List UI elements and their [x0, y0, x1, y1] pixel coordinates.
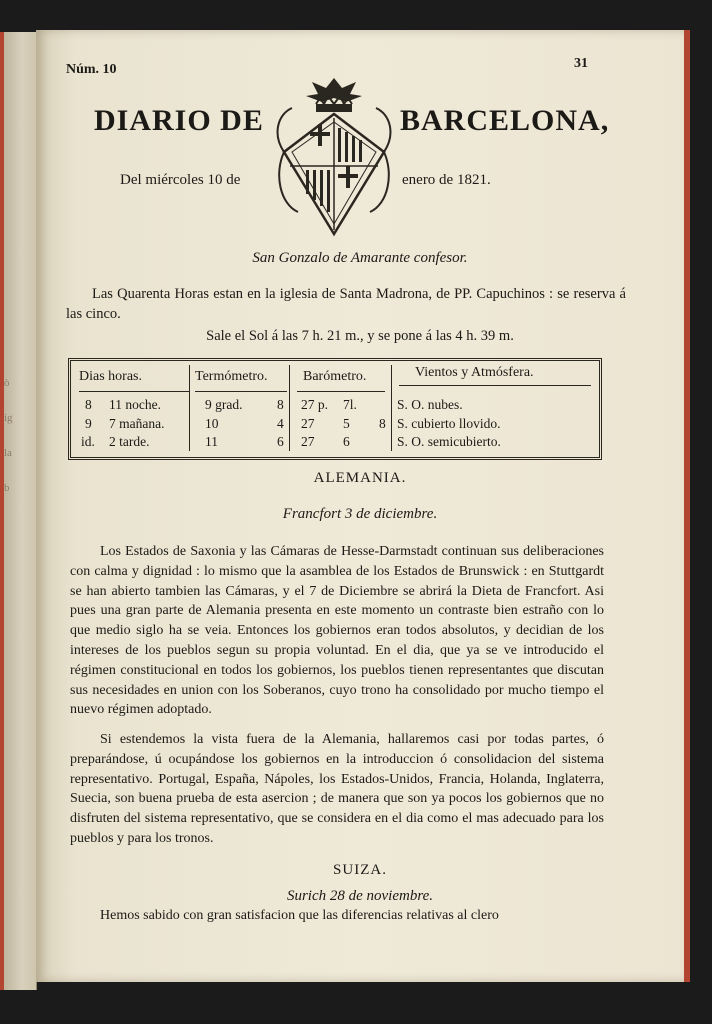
weather-cell-day: 8	[85, 397, 92, 412]
weather-cell-weather: S. O. nubes.	[397, 397, 463, 412]
table-rule	[399, 385, 591, 386]
masthead-title-right: BARCELONA,	[400, 104, 610, 137]
weather-header-barometer: Barómetro.	[303, 369, 367, 384]
article-paragraph: Hemos sabido con gran satisfacion que las diferencias relativas al clero	[100, 908, 499, 923]
table-rule	[79, 391, 189, 392]
table-divider	[289, 365, 290, 451]
weather-cell-weather: S. O. semicubierto.	[397, 434, 501, 449]
weather-cell-baro-lines: 5	[343, 416, 350, 431]
weather-cell-baro-frac: 8	[379, 416, 386, 431]
weather-cell-thermo: 9 grad.	[205, 397, 243, 412]
weather-cell-baro: 27 p.	[301, 397, 328, 412]
left-page-bleed-text: ò	[4, 377, 10, 389]
weather-table	[68, 358, 602, 460]
weather-header-days: Dias horas.	[79, 369, 142, 384]
left-page-bleed-text: ig	[4, 412, 13, 424]
weather-cell-baro-lines: 6	[343, 434, 350, 449]
barcelona-coat-of-arms-icon	[272, 74, 396, 238]
left-page-red-edge	[0, 32, 4, 990]
weather-cell-day: 9	[85, 416, 92, 431]
masthead-title-left: DIARIO DE	[94, 104, 264, 137]
left-page-bleed-text: la	[4, 447, 12, 459]
article-paragraph: Si estendemos la vista fuera de la Alemania, hallaremos casi por todas partes, ó preparándose, ú ocupándose los gobiernos en la introduccion ó consolidacion del sistema representativo. Portugal, España, Nápoles, los Estados-Unidos, Francia, Holanda, Inglaterra, Suecia, son buena prueba de esta asercion ; de manera que son ya pocos los gobiernos que no disfruten del sistema representativo, que se considera en el dia como el mas adecuado para los pueblos y para los tronos.	[70, 732, 604, 846]
table-divider	[189, 365, 190, 451]
article-paragraph: Los Estados de Saxonia y las Cámaras de Hesse-Darmstadt continuan sus deliberaciones con calma y dignidad : lo mismo que la asamblea de los Estados de Brunswick : en Stuttgardt se han abierto tambien las Cámaras, y el 7 de Diciembre se abrirá la Dieta de Francfort. Asi pues una gran parte de Alemania presenta en este momento un contraste bien estraño con lo que medio siglo ha se veia. Entonces los gobiernos eran todos absolutos, y decidian de los intereses de los pueblos segun su propia voluntad. En el dia, que ya se ve introducido el régimen constitucional en todos los gobiernos, los pueblos tienen representantes que discutan sus necesidades en union con los Soberanos, cuyo trono ha consolidado por mucho tiempo el nuevo régimen adoptado.	[70, 544, 604, 718]
weather-cell-hour: 11 noche.	[109, 397, 161, 412]
dateline-surich: Surich 28 de noviembre.	[286, 888, 434, 904]
left-page-edge	[0, 32, 37, 990]
weather-cell-thermo: 10	[205, 416, 219, 431]
weather-cell-baro-lines: 7l.	[343, 397, 357, 412]
weather-cell-weather: S. cubierto llovido.	[397, 416, 501, 431]
weather-cell-day: id.	[81, 434, 95, 449]
issue-number: Núm. 10	[66, 62, 117, 77]
weather-cell-thermo: 11	[205, 434, 218, 449]
weather-header-thermometer: Termómetro.	[195, 369, 268, 384]
table-divider	[391, 365, 392, 451]
weather-header-winds: Vientos y Atmósfera.	[415, 365, 534, 380]
weather-cell-baro: 27	[301, 434, 315, 449]
newspaper-page	[36, 30, 690, 982]
church-notice: Las Quarenta Horas estan en la iglesia de Santa Madrona, de PP. Capuchinos : se reserva á las cinco.	[66, 286, 626, 322]
saint-of-day: San Gonzalo de Amarante confesor.	[252, 250, 468, 266]
weather-cell-hour: 2 tarde.	[109, 434, 150, 449]
weather-cell-hour: 7 mañana.	[109, 416, 165, 431]
weather-cell-thermo-frac: 6	[277, 434, 284, 449]
weather-cell-thermo-frac: 8	[277, 397, 284, 412]
dateline-francfort: Francfort 3 de diciembre.	[282, 506, 438, 522]
table-rule	[297, 391, 385, 392]
left-page-bleed-text: b	[4, 482, 10, 494]
section-title-suiza: SUIZA.	[333, 862, 387, 878]
issue-date-left: Del miércoles 10 de	[120, 172, 241, 188]
table-rule	[195, 391, 287, 392]
page-number: 31	[574, 56, 588, 71]
issue-date-right: enero de 1821.	[402, 172, 491, 188]
sunrise-sunset: Sale el Sol á las 7 h. 21 m., y se pone á las 4 h. 39 m.	[206, 328, 514, 344]
weather-cell-baro: 27	[301, 416, 315, 431]
section-title-alemania: ALEMANIA.	[313, 470, 407, 486]
weather-cell-thermo-frac: 4	[277, 416, 284, 431]
